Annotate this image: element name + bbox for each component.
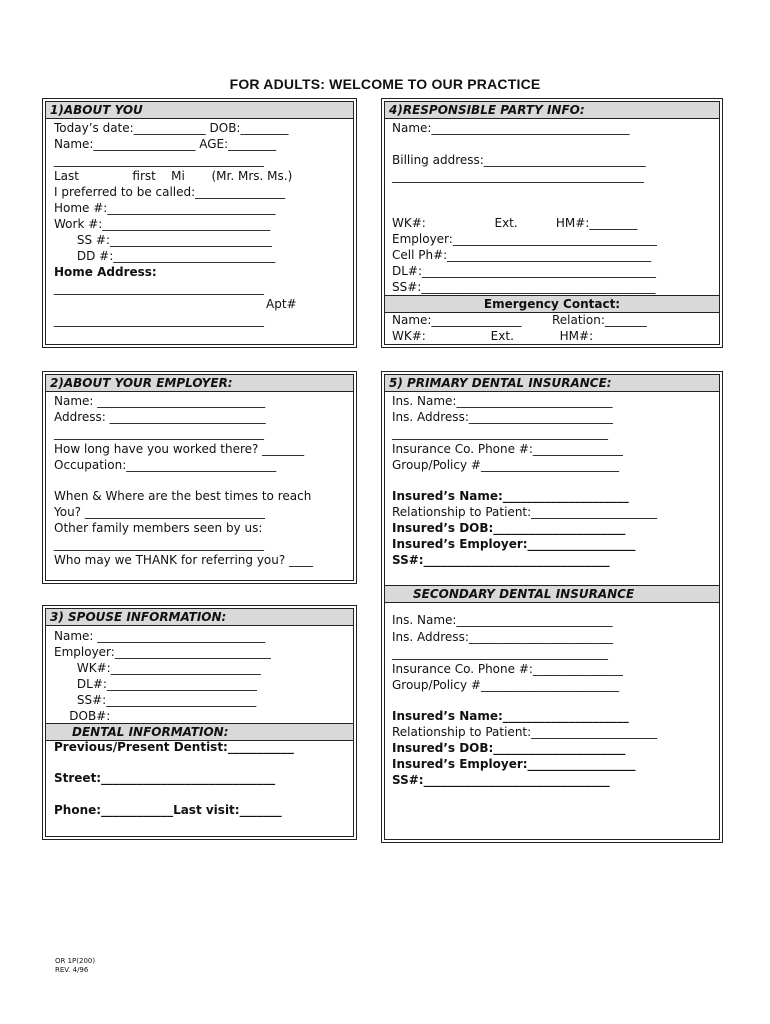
dentist-phone-last-visit-field[interactable]: Phone:____________Last visit:_______ xyxy=(54,803,282,817)
family-members-label: Other family members seen by us: xyxy=(54,521,263,535)
rp-cell-phone-field[interactable]: Cell Ph#:__________________________________ xyxy=(392,248,652,262)
primary-ortho-row xyxy=(385,569,719,585)
home-address-label: Home Address: xyxy=(54,265,157,279)
home-phone-field[interactable]: Home #:____________________________ xyxy=(54,201,276,215)
about-you-header: 1)ABOUT YOU xyxy=(46,102,353,119)
about-you-section xyxy=(45,101,354,345)
primary-ins-name-field[interactable]: Ins. Name:__________________________ xyxy=(392,394,613,408)
primary-insurance-header: 5) PRIMARY DENTAL INSURANCE: xyxy=(385,375,719,392)
emergency-name-field[interactable]: Name:_______________ Relation:_______ xyxy=(392,313,647,327)
family-members-field[interactable]: ___________________________________ xyxy=(54,537,264,551)
how-long-field[interactable]: How long have you worked there? _______ xyxy=(54,442,305,456)
insurance-section xyxy=(384,374,720,840)
spouse-name-field[interactable]: Name: ____________________________ xyxy=(54,629,266,643)
secondary-relationship-field[interactable]: Relationship to Patient:_____________________ xyxy=(392,725,658,739)
dentist-street-field[interactable]: Street:_____________________________ xyxy=(54,771,276,785)
occupation-field[interactable]: Occupation:_________________________ xyxy=(54,458,277,472)
primary-relationship-field[interactable]: Relationship to Patient:_____________________ xyxy=(392,505,658,519)
rp-ss-field[interactable]: SS#:_______________________________________ xyxy=(392,280,656,294)
name-caption: Last first Mi (Mr. Mrs. Ms.) xyxy=(54,169,293,183)
employer-address-field[interactable]: Address: __________________________ xyxy=(54,410,266,424)
secondary-ortho-label xyxy=(392,820,529,821)
spouse-ss-field[interactable]: SS#:_________________________ xyxy=(54,693,257,707)
primary-group-policy-field[interactable]: Group/Policy #_______________________ xyxy=(392,458,619,472)
secondary-ins-address-field[interactable]: Ins. Address:________________________ xyxy=(392,630,613,644)
spouse-dob-field[interactable]: DOB#: xyxy=(54,709,111,723)
rp-name-field[interactable]: Name:_________________________________ xyxy=(392,121,630,135)
billing-address-field[interactable]: Billing address:___________________________ xyxy=(392,153,646,167)
spouse-employer-field[interactable]: Employer:__________________________ xyxy=(54,645,271,659)
emergency-phone-field[interactable]: WK#: Ext. HM#: xyxy=(392,329,594,343)
dd-field[interactable]: DD #:___________________________ xyxy=(54,249,276,263)
home-address-field[interactable]: ___________________________________ xyxy=(54,281,264,295)
best-times-label: When & Where are the best times to reach xyxy=(54,489,312,503)
employer-name-field[interactable]: Name: ____________________________ xyxy=(54,394,266,408)
secondary-ins-address-line2[interactable]: ____________________________________ xyxy=(392,646,608,660)
city-label xyxy=(94,344,118,345)
work-phone-field[interactable]: Work #:____________________________ xyxy=(54,217,271,231)
secondary-insured-employer-field[interactable]: Insured’s Employer:__________________ xyxy=(392,757,636,771)
emergency-contact-header: Emergency Contact: xyxy=(385,295,719,313)
rp-employer-field[interactable]: Employer:__________________________________ xyxy=(392,232,657,246)
apt-label: Apt# xyxy=(266,297,297,311)
responsible-party-section xyxy=(384,101,720,345)
full-name-field[interactable]: ___________________________________ xyxy=(54,153,264,167)
spouse-dl-field[interactable]: DL#:_________________________ xyxy=(54,677,257,691)
preferred-name-field[interactable]: I preferred to be called:_______________ xyxy=(54,185,286,199)
primary-ins-phone-field[interactable]: Insurance Co. Phone #:_______________ xyxy=(392,442,623,456)
best-times-field[interactable]: You? ______________________________ xyxy=(54,505,265,519)
spouse-section xyxy=(45,608,354,837)
name-age-field[interactable]: Name:_________________ AGE:________ xyxy=(54,137,277,151)
ss-field[interactable]: SS #:___________________________ xyxy=(54,233,273,247)
billing-address-line2[interactable]: __________________________________________ xyxy=(392,169,644,183)
referral-field[interactable]: Who may we THANK for referring you? ____ xyxy=(54,553,314,567)
rp-dl-field[interactable]: DL#:_______________________________________ xyxy=(392,264,657,278)
rp-work-phone-field[interactable]: WK#: Ext. HM#:________ xyxy=(392,216,638,230)
secondary-insured-dob-field[interactable]: Insured’s DOB:______________________ xyxy=(392,741,626,755)
form-code: OR 1P(200) xyxy=(55,957,96,965)
primary-insured-dob-field[interactable]: Insured’s DOB:______________________ xyxy=(392,521,626,535)
primary-ins-address-field[interactable]: Ins. Address:________________________ xyxy=(392,410,613,424)
dental-information-header: DENTAL INFORMATION: xyxy=(46,723,353,741)
employer-header: 2)ABOUT YOUR EMPLOYER: xyxy=(46,375,353,392)
primary-ss-field[interactable]: SS#:_______________________________ xyxy=(392,553,610,567)
responsible-party-header: 4)RESPONSIBLE PARTY INFO: xyxy=(385,102,719,119)
todays-date-field[interactable]: Today’s date:____________ DOB:________ xyxy=(54,121,289,135)
secondary-ins-phone-field[interactable]: Insurance Co. Phone #:_______________ xyxy=(392,662,623,676)
city-state-zip-caption xyxy=(46,329,353,345)
spouse-wk-field[interactable]: WK#:_________________________ xyxy=(54,661,261,675)
previous-dentist-field[interactable]: Previous/Present Dentist:___________ xyxy=(54,740,294,754)
rp-city-label xyxy=(392,200,416,201)
primary-ins-address-line2[interactable]: ____________________________________ xyxy=(392,426,608,440)
secondary-ss-field[interactable]: SS#:_______________________________ xyxy=(392,773,610,787)
secondary-ortho-row xyxy=(385,805,719,821)
primary-insured-name-field[interactable]: Insured’s Name:_____________________ xyxy=(392,489,629,503)
form-revision: REV. 4/96 xyxy=(55,966,89,974)
city-state-zip-field[interactable]: ___________________________________ xyxy=(54,313,264,327)
secondary-ins-name-field[interactable]: Ins. Name:__________________________ xyxy=(392,613,613,627)
page-title: FOR ADULTS: WELCOME TO OUR PRACTICE xyxy=(229,76,541,92)
spouse-header: 3) SPOUSE INFORMATION: xyxy=(46,609,353,626)
secondary-insured-name-field[interactable]: Insured’s Name:_____________________ xyxy=(392,709,629,723)
rp-city-state-zip-caption xyxy=(385,185,719,201)
employer-section xyxy=(45,374,354,581)
primary-insured-employer-field[interactable]: Insured’s Employer:__________________ xyxy=(392,537,636,551)
secondary-group-policy-field[interactable]: Group/Policy #_______________________ xyxy=(392,678,619,692)
secondary-insurance-header: SECONDARY DENTAL INSURANCE xyxy=(385,585,719,603)
employer-address-line2[interactable]: ___________________________________ xyxy=(54,426,264,440)
